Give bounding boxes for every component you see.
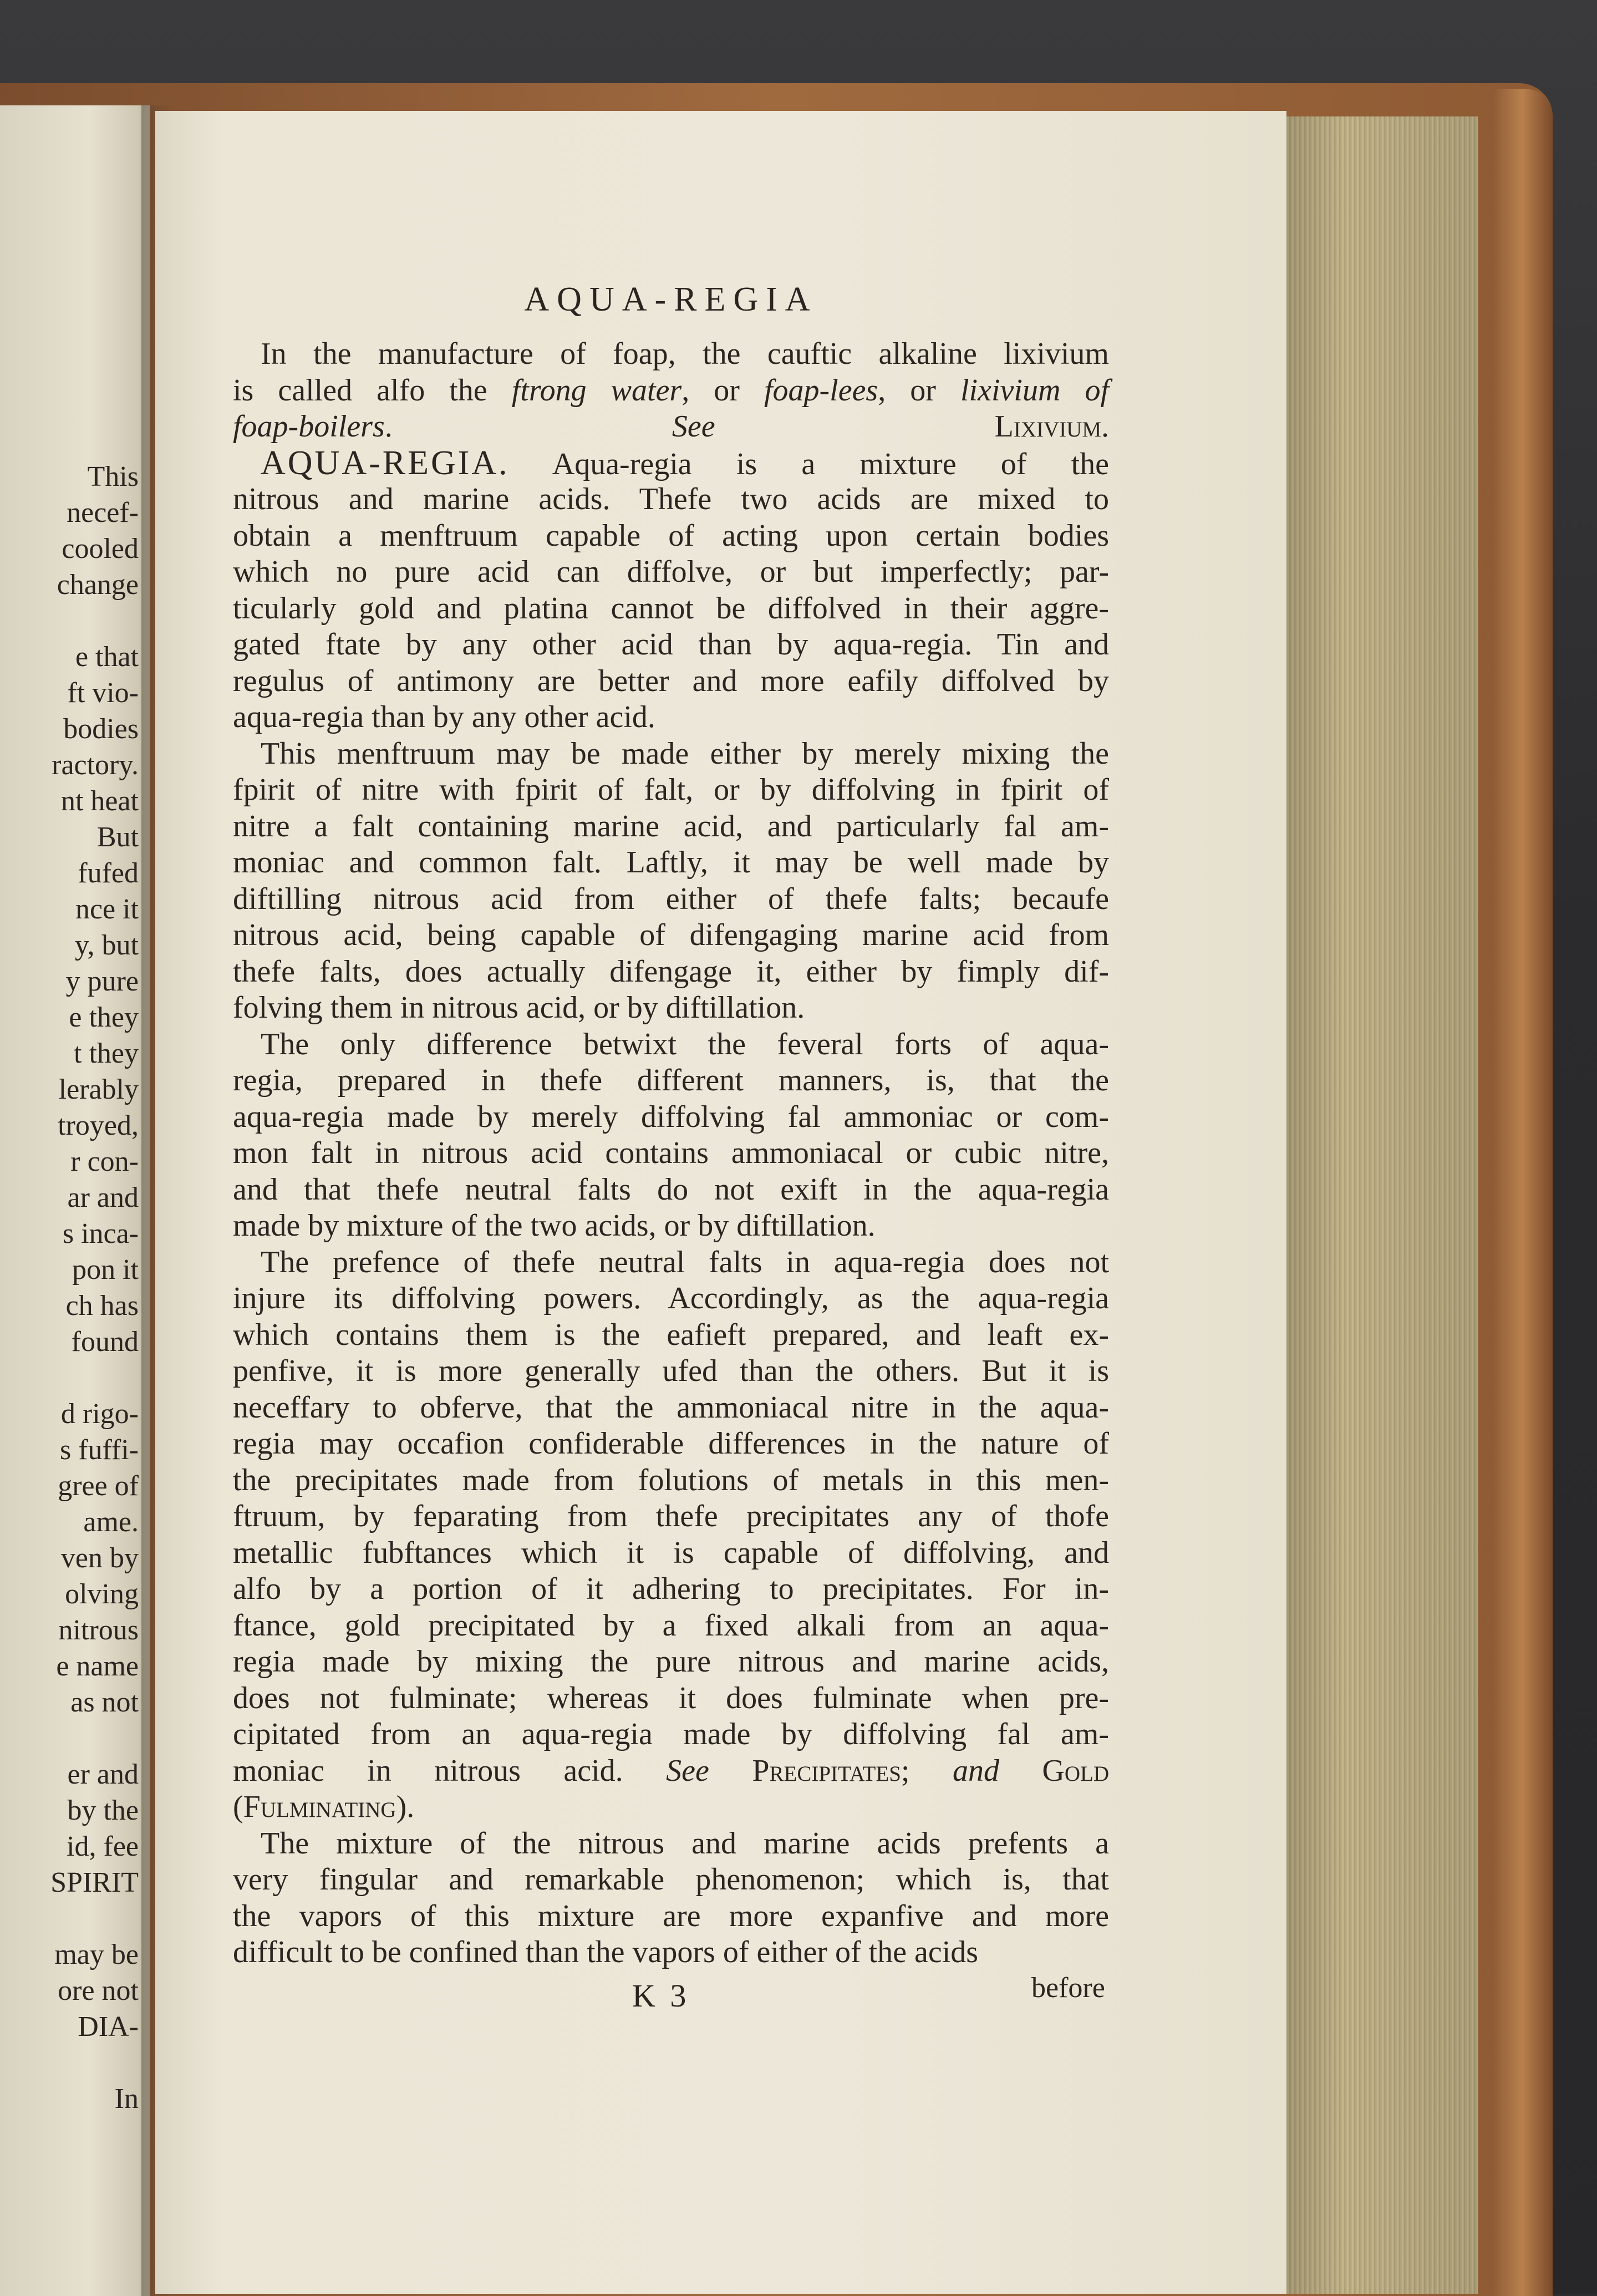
body-line	[233, 445, 1109, 482]
text-run: The mixture of the nitrous and marine acids prefents a	[261, 1826, 1109, 1861]
text-run: The only difference betwixt the feveral forts of aqua-	[261, 1027, 1109, 1061]
left-page-line: found	[71, 1326, 139, 1358]
body-line	[233, 1934, 1109, 1970]
text-run: regulus of antimony are better and more eafily diffolved by	[233, 663, 1109, 698]
signature-mark: K 3	[632, 1978, 690, 2014]
body-line	[233, 590, 1109, 627]
body-line	[233, 1643, 1109, 1680]
left-page-line: In	[114, 2083, 139, 2115]
small-caps-run: Gold	[1042, 1753, 1110, 1788]
text-run: diftilling nitrous acid from either of thefe falts; becaufe	[233, 881, 1109, 916]
left-page	[0, 105, 150, 2296]
text-run: metallic fubftances which it is capable of diffolving, and	[233, 1535, 1109, 1570]
left-page-line: olving	[65, 1578, 139, 1610]
text-run: regia may occafion confiderable differences in the nature of	[233, 1426, 1109, 1461]
text-run: ftruum, by feparating from thefe precipitates any of thofe	[233, 1499, 1109, 1533]
left-page-line: s fuffi-	[59, 1434, 139, 1466]
left-page-line: e they	[69, 1002, 139, 1033]
left-page-line: as not	[70, 1687, 139, 1718]
text-run: mon falt in nitrous acid contains ammoniacal or cubic nitre,	[233, 1136, 1109, 1170]
text-run: the vapors of this mixture are more expanfive and more	[233, 1898, 1109, 1933]
body-line	[233, 844, 1109, 881]
italic-run: lixivium of	[960, 373, 1109, 408]
left-page-line: y, but	[74, 929, 139, 961]
body-line	[233, 517, 1109, 554]
small-caps-run: Lixivium	[994, 409, 1102, 444]
body-line	[233, 1753, 1109, 1789]
text-run: obtain a menftruum capable of acting upon certain bodies	[233, 518, 1109, 553]
body-line	[233, 1607, 1109, 1644]
text-run: folving them in nitrous acid, or by diftillation.	[233, 990, 805, 1025]
left-page-line: lerably	[58, 1074, 139, 1105]
text-run: ;	[901, 1753, 953, 1788]
left-page-line: change	[57, 569, 139, 601]
body-line	[233, 699, 1109, 735]
body-line	[233, 771, 1109, 808]
text-run: cipitated from an aqua-regia made by diffolving fal am-	[233, 1717, 1109, 1751]
left-page-line: nt heat	[60, 785, 139, 817]
body-line	[233, 953, 1109, 990]
text-run: In the manufacture of foap, the cauftic alkaline lixivium	[261, 337, 1109, 371]
text-run: nitrous and marine acids. Thefe two acids are mixed to	[233, 482, 1109, 516]
left-page-line: t they	[74, 1038, 139, 1069]
left-page-line: troyed,	[58, 1110, 139, 1141]
text-run: Aqua-regia is a mixture of the	[509, 446, 1109, 481]
left-page-line: id, fee	[67, 1831, 139, 1862]
left-page-line: This	[87, 461, 139, 492]
left-page-line: pon it	[72, 1254, 139, 1286]
italic-run: and	[952, 1753, 999, 1788]
left-page-line: nitrous	[58, 1614, 139, 1646]
entry-headword: AQUA-REGIA.	[261, 444, 510, 482]
cover-edge	[1492, 89, 1553, 2296]
italic-run: foap-boilers	[233, 409, 385, 444]
body-line	[233, 1498, 1109, 1535]
left-page-line: y pure	[65, 966, 139, 997]
body-line	[233, 1389, 1109, 1426]
text-run: .	[384, 409, 672, 444]
left-page-line: ar and	[67, 1182, 139, 1213]
body-line	[233, 1207, 1109, 1244]
small-caps-run: Precipitates	[752, 1753, 901, 1788]
text-run: alfo by a portion of it adhering to precipitates. For in-	[233, 1572, 1109, 1606]
body-line	[233, 1898, 1109, 1934]
left-page-line: nce it	[75, 893, 139, 925]
text-run: nitre a falt containing marine acid, and particularly fal am-	[233, 809, 1109, 844]
italic-run: See	[672, 409, 715, 444]
left-page-line: cooled	[62, 533, 139, 565]
text-run: injure its diffolving powers. Accordingly, as the aqua-regia	[233, 1281, 1109, 1315]
body-line	[233, 553, 1109, 590]
left-page-line: r con-	[70, 1146, 139, 1177]
body-line	[233, 1825, 1109, 1862]
body-line	[233, 881, 1109, 917]
body-line	[233, 1571, 1109, 1607]
text-run	[709, 1754, 752, 1788]
text-run: .	[1101, 409, 1110, 444]
text-run: aqua-regia made by merely diffolving fal ammoniac or com-	[233, 1099, 1109, 1134]
body-line	[233, 663, 1109, 699]
text-run: the precipitates made from folutions of metals in this men-	[233, 1462, 1109, 1497]
text-run: This menftruum may be made either by merely mixing the	[261, 736, 1109, 771]
body-line	[233, 917, 1109, 953]
left-page-line: s inca-	[62, 1218, 139, 1249]
page-block-shade	[1286, 116, 1478, 2294]
left-page-line: ft vio-	[67, 677, 139, 709]
body-line	[233, 808, 1109, 845]
body-line	[233, 1353, 1109, 1389]
body-line	[233, 1099, 1109, 1135]
text-run: very fingular and remarkable phenomenon; which is, that	[233, 1862, 1109, 1897]
left-page-line: DIA-	[78, 2011, 139, 2043]
left-page-line: ch has	[65, 1290, 139, 1322]
body-line	[233, 1535, 1109, 1571]
body-line	[233, 1280, 1109, 1317]
body-line	[233, 626, 1109, 663]
body-line	[233, 1716, 1109, 1753]
body-line	[233, 1861, 1109, 1898]
text-run: moniac in nitrous acid.	[233, 1753, 667, 1788]
left-page-line: d rigo-	[60, 1398, 139, 1430]
text-run	[999, 1754, 1042, 1788]
body-line	[233, 1135, 1109, 1171]
body-line	[233, 1026, 1109, 1063]
text-run: , or	[878, 373, 960, 408]
text-run: neceffary to obferve, that the ammoniacal nitre in the aqua-	[233, 1390, 1109, 1425]
text-run: does not fulminate; whereas it does fulminate when pre-	[233, 1680, 1109, 1715]
text-run: regia made by mixing the pure nitrous and marine acids,	[233, 1644, 1109, 1679]
text-run: gated ftate by any other acid than by aqua-regia. Tin and	[233, 627, 1109, 662]
text-run: thefe falts, does actually difengage it, either by fimply dif-	[233, 954, 1109, 989]
text-run: and that thefe neutral falts do not exift in the aqua-regia	[233, 1172, 1109, 1207]
left-page-line: may be	[54, 1939, 139, 1970]
text-run: aqua-regia than by any other acid.	[233, 700, 655, 734]
left-page-line: fufed	[78, 857, 139, 889]
body-line	[233, 336, 1109, 372]
left-page-line: e name	[56, 1650, 139, 1682]
text-run	[715, 409, 995, 444]
left-page-line: SPIRIT	[50, 1867, 139, 1898]
text-run: penfive, it is more generally ufed than the others. But it is	[233, 1354, 1109, 1388]
text-run: ticularly gold and platina cannot be diffolved in their aggre-	[233, 591, 1109, 626]
left-page-line: bodies	[63, 713, 139, 745]
body-line	[233, 408, 1109, 445]
text-run: which contains them is the eafieft prepared, and leaft ex-	[233, 1317, 1109, 1352]
text-run: difficult to be confined than the vapors of either of the acids	[233, 1935, 979, 1969]
text-run: fpirit of nitre with fpirit of falt, or by diffolving in fpirit of	[233, 773, 1109, 807]
body-line	[233, 1062, 1109, 1099]
left-page-line: gree of	[58, 1470, 139, 1502]
italic-run: See	[666, 1753, 709, 1788]
left-page-line: er and	[67, 1759, 139, 1790]
body-line	[233, 735, 1109, 772]
text-run: which no pure acid can diffolve, or but imperfectly; par-	[233, 555, 1109, 589]
body-line	[233, 989, 1109, 1026]
body-line	[233, 1244, 1109, 1281]
body-line	[233, 1317, 1109, 1353]
text-run: , or	[681, 373, 764, 408]
italic-run: foap-lees	[764, 373, 878, 408]
text-run: regia, prepared in thefe different manners, is, that the	[233, 1063, 1109, 1098]
body-line	[233, 1680, 1109, 1716]
left-page-line: necef-	[67, 497, 139, 529]
text-run: (	[233, 1790, 243, 1824]
left-page-line: ractory.	[52, 749, 139, 781]
body-line	[233, 1789, 1109, 1825]
text-run: nitrous acid, being capable of difengaging marine acid from	[233, 918, 1109, 952]
left-page-line: by the	[67, 1795, 139, 1826]
left-page-line: ore not	[58, 1975, 139, 2007]
text-run: ).	[396, 1790, 415, 1824]
text-run: ftance, gold precipitated by a fixed alkali from an aqua-	[233, 1608, 1109, 1643]
text-run: moniac and common falt. Laftly, it may be well made by	[233, 845, 1109, 880]
left-page-line: ven by	[60, 1542, 139, 1574]
left-page-line: e that	[75, 641, 139, 673]
running-head: AQUA-REGIA	[524, 281, 818, 318]
catchword: before	[1031, 1972, 1105, 2004]
body-line	[233, 1171, 1109, 1208]
left-page-line: ame.	[83, 1506, 139, 1538]
body-line	[233, 372, 1109, 409]
left-page-line: But	[96, 821, 139, 853]
text-run: made by mixture of the two acids, or by diftillation.	[233, 1208, 876, 1243]
text-run: is called alfo the	[233, 373, 512, 408]
body-line	[233, 1425, 1109, 1462]
body-line	[233, 481, 1109, 517]
text-run: The prefence of thefe neutral falts in aqua-regia does not	[261, 1244, 1109, 1279]
italic-run: ftrong water	[511, 373, 682, 408]
small-caps-run: Fulminating	[243, 1790, 396, 1824]
body-line	[233, 1462, 1109, 1499]
